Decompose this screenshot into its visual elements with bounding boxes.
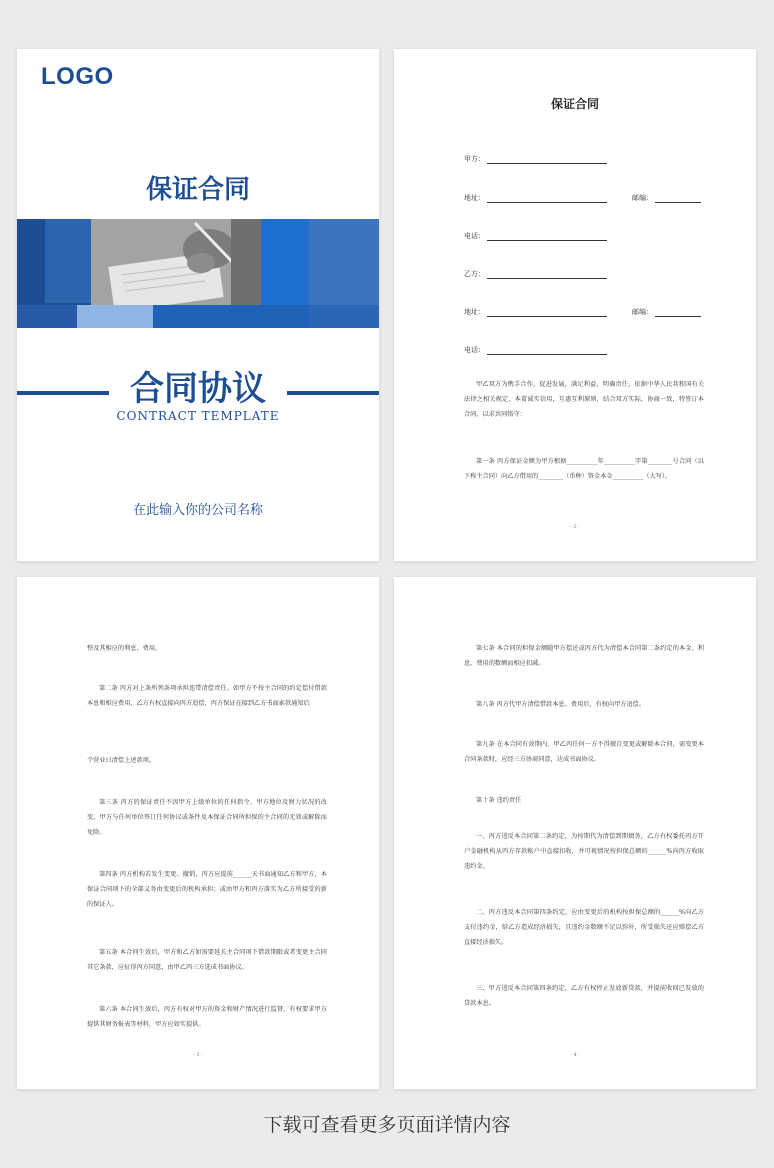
address-b-label: 地址： bbox=[464, 308, 485, 316]
subtitle: CONTRACT TEMPLATE bbox=[116, 409, 280, 423]
contract-page-3 bbox=[17, 577, 379, 1089]
paragraph: 个营业日清偿上述款项。 bbox=[87, 757, 156, 764]
party-b-field bbox=[464, 269, 607, 279]
main-title: 合同协议 bbox=[130, 369, 266, 409]
footer-caption: 下载可查看更多页面详情内容 bbox=[263, 1114, 511, 1136]
contract-page-2 bbox=[394, 49, 756, 561]
clause-1: 一、丙方违反本合同第二条约定，为按期代为清偿到期债务，乙方有权委托丙方开户金融机构从丙方存款帐户中直接扣收，并可视情况按担保总额的______%向丙方收取违约金。 bbox=[464, 833, 704, 870]
article-1: 第一条 丙方保证金额为甲方根据__________年__________字第________号合同（以下称主合同）向乙方借用的________（币种）资金本金__________（大写）。 bbox=[464, 458, 704, 480]
article-9: 第九条 在本合同有效期内，甲乙丙任何一方不得擅自变更或解除本合同，需变更本合同条款时，应经三方协商同意，达成书面协议。 bbox=[464, 741, 704, 763]
zip-b-field bbox=[632, 307, 701, 317]
article-3: 第三条 丙方的保证责任不因甲方上级单位的任何指令、甲方地位及财力状况的改变、甲方与任何单位签订任何协议或条件及本保证合同所担保的主合同的无效或解除而免除。 bbox=[87, 799, 327, 836]
zip-a-label: 邮编： bbox=[632, 194, 653, 202]
paragraph: 整及其相应的利息、费用。 bbox=[87, 645, 162, 652]
article-7: 第七条 本合同的担保金额随甲方偿还或丙方代为清偿本合同第二条约定的本金、利息、费用的数额而相应扣减。 bbox=[464, 645, 704, 667]
party-a-field bbox=[464, 154, 607, 164]
article-10: 第十条 违约责任 bbox=[476, 797, 522, 804]
doc-title: 保证合同 bbox=[550, 97, 599, 111]
phone-a-field bbox=[464, 231, 607, 241]
address-b-field bbox=[464, 307, 607, 317]
article-4: 第四条 丙方机构若发生变更、撤销，丙方应提前______天书面通知乙方和甲方，本保证合同项下的全部义务由变更后的机构承担；或由甲方和丙方落实为乙方所接受的新的保证人。 bbox=[87, 871, 327, 908]
contract-photo bbox=[91, 219, 261, 305]
party-b-label: 乙方： bbox=[464, 270, 485, 278]
article-2: 第二条 丙方对上条所列条项承担连带清偿责任。如甲方不按主合同的约定偿付借款本息和相应费用，乙方有权直接向丙方追偿，丙方保证在接到乙方书面索款通知后 bbox=[87, 685, 327, 707]
article-6: 第六条 本合同生效后，丙方有权对甲方的资金和财产情况进行监督，有权要求甲方提供其财务报表等材料，甲方应如实提供。 bbox=[87, 1006, 327, 1028]
cover-page bbox=[17, 49, 379, 561]
phone-b-label: 电话： bbox=[464, 346, 485, 354]
page-number: - 4 - bbox=[570, 1052, 580, 1058]
cover-title: 保证合同 bbox=[145, 175, 250, 205]
article-8: 第八条 丙方代甲方清偿借款本息、费用后，有权向甲方追偿。 bbox=[476, 701, 646, 708]
company-name: 在此输入你的公司名称 bbox=[132, 503, 263, 518]
address-a-field bbox=[464, 193, 607, 203]
cover-image-band bbox=[17, 219, 379, 328]
contract-page-4 bbox=[394, 577, 756, 1089]
clause-3: 三、甲方违反本合同第四条约定，乙方有权停止发放新贷款，并提前收回已发放的贷款本息。 bbox=[464, 985, 704, 1007]
page-number: - 3 - bbox=[193, 1052, 203, 1058]
zip-b-label: 邮编： bbox=[632, 308, 653, 316]
intro-paragraph: 甲乙双方为携手合作，促进发展，满足利益，明确责任，依据中华人民共和国有关法律之相关规定，本着诚实信用，互惠互利原则，结合双方实际，协商一致，特签订本合同，以求共同恪守： bbox=[464, 381, 704, 418]
phone-b-field bbox=[464, 345, 607, 355]
article-5: 第五条 本合同生效后，甲方和乙方如需要延长主合同项下借款期限或者变更主合同其它条款，应征得丙方同意，由甲乙丙三方选成书面协议。 bbox=[87, 949, 327, 971]
logo: LOGO bbox=[41, 63, 114, 90]
address-a-label: 地址： bbox=[464, 194, 485, 202]
page-number: - 2 - bbox=[570, 524, 580, 530]
clause-2: 二、丙方违反本合同第四条约定，应由变更后的机构按担保总额的______%向乙方支付违约金，给乙方造成经济损失，且违约金数额不足以弥补，所受损失还应赔偿乙方直接经济损失。 bbox=[464, 909, 704, 946]
party-a-label: 甲方： bbox=[464, 155, 485, 163]
zip-a-field bbox=[632, 193, 701, 203]
phone-a-label: 电话： bbox=[464, 232, 485, 240]
